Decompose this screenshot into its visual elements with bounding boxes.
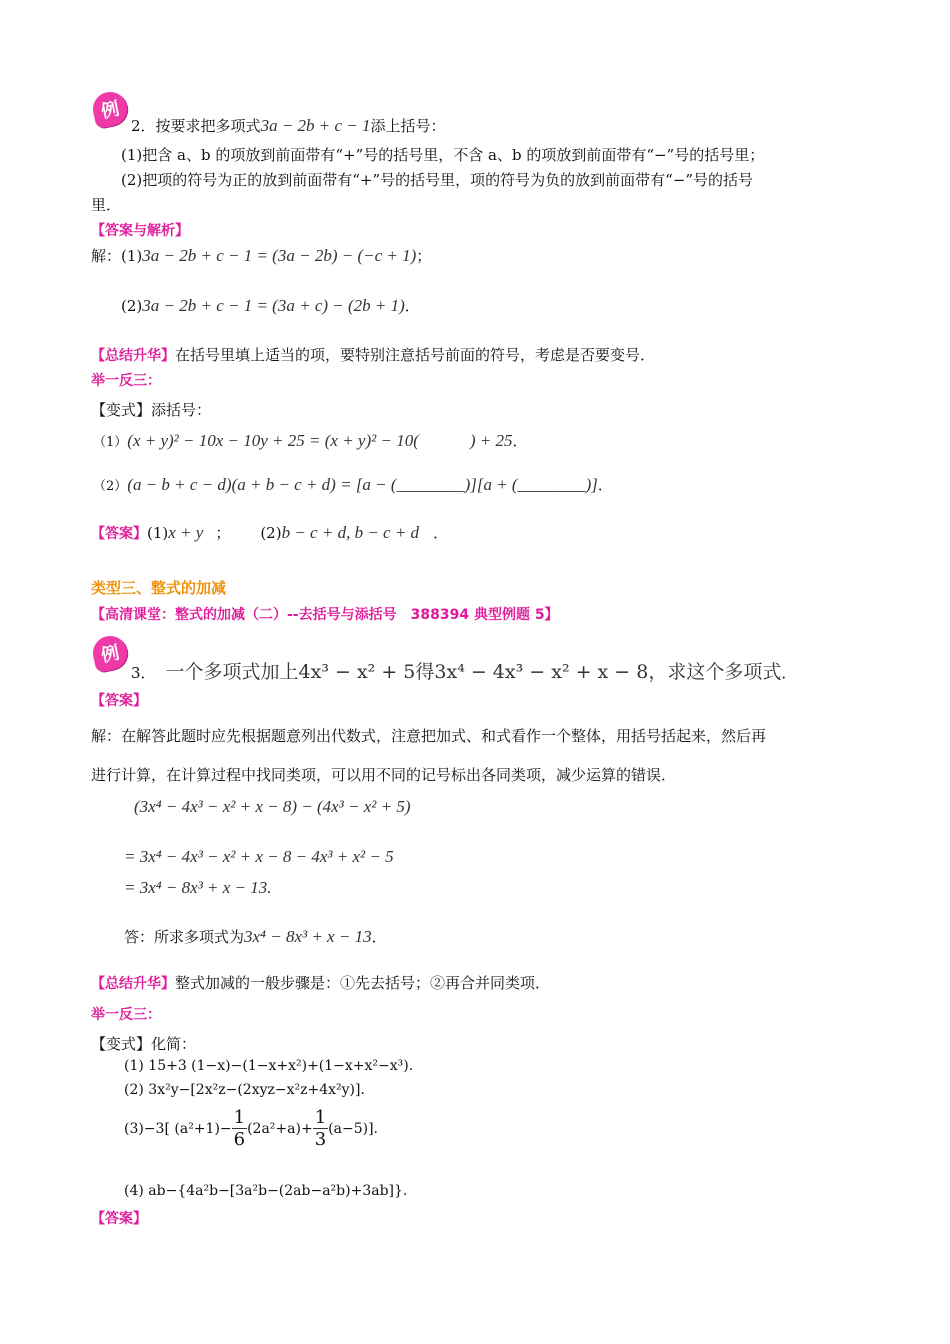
example3-number: 3． — [131, 664, 156, 682]
example2-requirement-1: (1)把含 a、b 的项放到前面带有“+”号的括号里，不含 a、b 的项放到前面带有“−”号的括号里； — [121, 146, 765, 164]
example2-intro: 按要求把多项式 — [155, 117, 261, 135]
variant-2-end: ． — [597, 476, 613, 494]
solution-prefix: 解：(1) — [91, 247, 143, 265]
conclusion-end: ． — [371, 928, 387, 946]
variant-2-number: （2） — [93, 479, 128, 494]
answer-analysis-tag: 【答案与解析】 — [91, 223, 189, 239]
example2-solution-2 — [121, 295, 420, 316]
answer-tag: 【答案】 — [91, 1211, 147, 1227]
example2-number: 2． — [131, 117, 156, 135]
example3-question-end: ． — [781, 664, 797, 682]
example3-step-3: = 3x⁴ − 8x³ + x − 13. — [124, 878, 272, 897]
variant-label: 【变式】化简： — [91, 1035, 197, 1053]
variant-answer — [91, 522, 448, 543]
example2-requirement-2-line1: (2)把项的符号为正的放到前面带有“+”号的括号里，项的符号为负的放到前面带有“−”号的括号 — [121, 171, 754, 189]
variant-1-number: （1） — [93, 435, 128, 450]
fraction-numerator: 1 — [233, 1107, 246, 1128]
solution-1-expr: 3a − 2b + c − 1 = (3a − 2b) − (−c + 1) — [142, 246, 417, 265]
variant-2-expr: (a − b + c − d)(a + b − c + d) = [a − (________)][a + (________)] — [127, 475, 598, 494]
example3-summary — [91, 972, 550, 993]
item-3-mid: (2a²+a)+ — [247, 1120, 313, 1137]
example2-solution-1 — [91, 245, 431, 266]
fraction-denominator: 6 — [233, 1129, 246, 1150]
example3-question-text: 一个多项式加上4x³ − x² + 5得3x⁴ − 4x³ − x² + x − 8，求这个多项式 — [165, 661, 782, 683]
summary-text: 在括号里填上适当的项，要特别注意括号前面的符号，考虑是否要变号． — [175, 346, 656, 364]
example-badge-icon: 例 — [90, 89, 130, 129]
answer-analysis-tag: 【答案】 — [91, 693, 147, 709]
solution-2-end: ． — [404, 297, 420, 315]
solution-1-end: ； — [416, 247, 432, 265]
simplify-item-4: (4) ab−{4a²b−[3a²b−(2ab−a²b)+3ab]}. — [124, 1183, 408, 1199]
fraction-denominator: 3 — [314, 1129, 327, 1150]
summary-tag: 【总结升华】 — [91, 348, 175, 364]
variant-item-1 — [93, 426, 528, 451]
answer-2-expr: b − c + d, b − c + d — [281, 523, 420, 542]
example3-conclusion — [124, 926, 387, 947]
variant-item-2 — [93, 474, 613, 495]
variant-1-expr: (x + y)² − 10x − 10y + 25 = (x + y)² − 10( ) + 25 — [127, 431, 513, 450]
solution-2-expr: 3a − 2b + c − 1 = (3a + c) − (2b + 1) — [142, 296, 405, 315]
simplify-item-2: (2) 3x²y−[2x²z−(2xyz−x²z+4x²y)]. — [124, 1082, 365, 1098]
answer-1-end: ； — [215, 524, 231, 542]
example2-question — [131, 115, 446, 136]
example3-solution-line1: 解：在解答此题时应先根据题意列出代数式，注意把加式、和式看作一个整体，用括号括起来，然后再 — [91, 727, 767, 745]
variant-label: 【变式】添括号： — [91, 401, 212, 419]
fraction-one-sixth — [232, 1107, 247, 1150]
simplify-item-1: (1) 15+3 (1−x)−(1−x+x²)+(1−x+x²−x³). — [124, 1058, 414, 1074]
example3-step-2: = 3x⁴ − 4x³ − x² + x − 8 − 4x³ + x² − 5 — [124, 847, 394, 866]
example2-requirement-2-line2: 里． — [91, 196, 122, 214]
answer-tag: 【答案】 — [91, 526, 147, 542]
example2-poly: 3a − 2b + c − 1 — [260, 116, 371, 135]
item-3-pre: (3)−3[ (a²+1)− — [124, 1120, 232, 1137]
fraction-one-third — [313, 1107, 328, 1150]
simplify-item-3 — [124, 1107, 378, 1150]
example2-intro-end: 添上括号： — [370, 117, 446, 135]
summary-tag: 【总结升华】 — [91, 976, 175, 992]
answer-2-prefix: (2) — [260, 524, 282, 542]
section-title: 类型三、整式的加减 — [91, 579, 227, 597]
item-3-post: (a−5)]. — [328, 1120, 378, 1137]
practice-tag: 举一反三： — [91, 373, 161, 389]
answer-1-prefix: (1) — [147, 524, 169, 542]
answer-2-end: ． — [433, 524, 449, 542]
variant-1-end: ． — [512, 432, 528, 450]
summary-text: 整式加减的一般步骤是：①先去括号；②再合并同类项． — [175, 974, 551, 992]
example3-solution-line2: 进行计算，在计算过程中找同类项，可以用不同的记号标出各同类项，减少运算的错误． — [91, 766, 677, 784]
practice-tag: 举一反三： — [91, 1007, 161, 1023]
conclusion-expr: 3x⁴ − 8x³ + x − 13 — [244, 927, 372, 946]
example-badge-icon: 例 — [90, 633, 130, 673]
fraction-numerator: 1 — [314, 1107, 327, 1128]
conclusion-prefix: 答：所求多项式为 — [124, 928, 245, 946]
example3-step-1: (3x⁴ − 4x³ − x² + x − 8) − (4x³ − x² + 5) — [134, 797, 411, 816]
example2-summary — [91, 344, 655, 365]
classroom-link[interactable]: 【高清课堂：整式的加减（二）--去括号与添括号 388394 典型例题 5】 — [91, 607, 559, 623]
solution-2-prefix: (2) — [121, 297, 143, 315]
answer-1-expr: x + y — [168, 523, 204, 542]
example3-question — [131, 657, 796, 684]
